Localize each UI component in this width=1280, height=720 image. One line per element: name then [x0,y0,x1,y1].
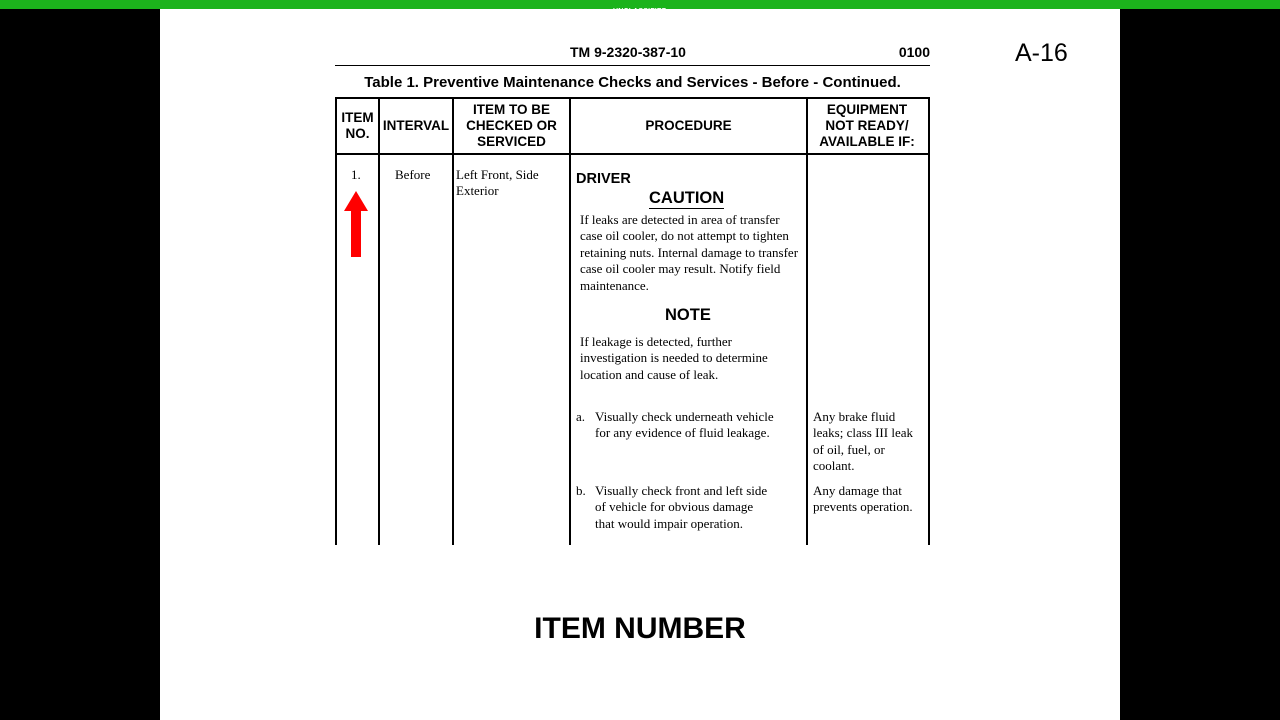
caution-heading: CAUTION [649,189,725,207]
caution-text: If leaks are detected in area of transfer case oil cooler, do not attempt to tighten retaining nuts. Internal damage to transfer case oil cooler may result. Notify field maintenance. [580,212,799,293]
equipment-condition-a: Any brake fluid leaks; class III leak of oil, fuel, or coolant. [813,409,913,474]
column-divider [452,99,454,545]
column-divider [806,99,808,545]
tm-number: TM 9-2320-387-10 [570,44,686,60]
interval-value: Before [395,167,431,182]
classification-banner [0,0,1280,9]
header-item-to-check: ITEM TO BE CHECKED OR SERVICED [466,102,557,149]
column-divider [378,99,380,545]
operator-label: DRIVER [576,171,631,187]
header-interval: INTERVAL [382,118,450,133]
pmcs-table [335,97,930,545]
table-title: Table 1. Preventive Maintenance Checks and Services - Before - Continued. [364,74,901,91]
column-divider [569,99,571,545]
step-label: a. [576,409,586,424]
item-number: 1. [351,167,361,182]
slide-caption: ITEM NUMBER [534,612,746,645]
note-heading: NOTE [665,306,711,324]
header-divider [337,153,928,155]
header-procedure: PROCEDURE [645,118,732,133]
step-text: Visually check front and left side of vehicle for obvious damage that would impair operation. [595,483,768,531]
document-header [335,42,930,66]
step-text: Visually check underneath vehicle for any evidence of fluid leakage. [595,409,774,441]
red-up-arrow-icon [344,191,368,257]
note-text: If leakage is detected, further investigation is needed to determine location and cause of leak. [580,334,768,382]
procedure-step-b [576,483,806,532]
slide-number: A-16 [1015,39,1068,67]
item-to-check-value: Left Front, Side Exterior [456,167,539,199]
header-item-no: ITEM NO. [341,110,374,141]
header-equipment: EQUIPMENT NOT READY/ AVAILABLE IF: [819,102,915,149]
page-code: 0100 [898,44,930,60]
equipment-condition-b: Any damage that prevents operation. [813,483,913,515]
step-label: b. [576,483,586,498]
procedure-step-a [576,409,806,442]
